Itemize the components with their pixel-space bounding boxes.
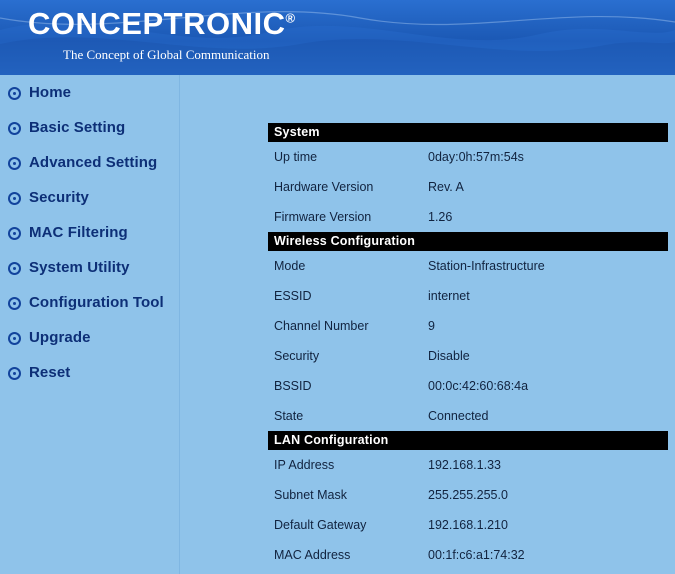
sidebar-item-upgrade[interactable] (0, 320, 179, 355)
table-row (268, 142, 668, 172)
section-header-system: System (268, 123, 668, 142)
radio-bullet-icon (8, 87, 21, 100)
sidebar-item-system-utility[interactable] (0, 250, 179, 285)
radio-bullet-icon (8, 262, 21, 275)
row-label: Firmware Version (274, 210, 372, 224)
row-label: Channel Number (274, 319, 369, 333)
row-label: Default Gateway (274, 518, 367, 532)
table-row (268, 401, 668, 431)
row-value: Connected (428, 409, 489, 423)
sidebar-item-label: Home (29, 84, 72, 101)
sidebar-item-label: MAC Filtering (29, 224, 128, 241)
row-value: 00:1f:c6:a1:74:32 (428, 548, 525, 562)
status-panel (268, 123, 668, 570)
row-label: State (274, 409, 304, 423)
row-value: 9 (428, 319, 435, 333)
table-row (268, 341, 668, 371)
row-label: Subnet Mask (274, 488, 347, 502)
row-value: 192.168.1.33 (428, 458, 501, 472)
row-label: BSSID (274, 379, 312, 393)
table-row (268, 480, 668, 510)
sidebar-item-configuration-tool[interactable] (0, 285, 179, 320)
sidebar-item-basic-setting[interactable] (0, 110, 179, 145)
sidebar-item-label: Configuration Tool (29, 294, 164, 311)
sidebar-item-label: Upgrade (29, 329, 91, 346)
registered-trademark-icon: ® (285, 10, 296, 26)
sidebar-item-label: Security (29, 189, 89, 206)
row-value: Rev. A (428, 180, 464, 194)
section-header-lan-configuration: LAN Configuration (268, 431, 668, 450)
row-label: IP Address (274, 458, 335, 472)
sidebar-nav (0, 75, 180, 574)
table-row (268, 450, 668, 480)
row-value: Disable (428, 349, 470, 363)
sidebar-item-label: System Utility (29, 259, 130, 276)
row-label: ESSID (274, 289, 312, 303)
page-header (0, 0, 675, 75)
brand-name: CONCEPTRONIC (28, 6, 286, 41)
row-value: 1.26 (428, 210, 453, 224)
table-row (268, 371, 668, 401)
radio-bullet-icon (8, 332, 21, 345)
radio-bullet-icon (8, 192, 21, 205)
system-info-table (268, 142, 668, 232)
radio-bullet-icon (8, 122, 21, 135)
radio-bullet-icon (8, 227, 21, 240)
row-label: Security (274, 349, 320, 363)
table-row (268, 281, 668, 311)
row-value: 0day:0h:57m:54s (428, 150, 524, 164)
lan-configuration-table (268, 450, 668, 570)
row-value: internet (428, 289, 470, 303)
radio-bullet-icon (8, 297, 21, 310)
sidebar-item-advanced-setting[interactable] (0, 145, 179, 180)
row-value: Station-Infrastructure (428, 259, 545, 273)
sidebar-item-label: Basic Setting (29, 119, 126, 136)
sidebar-item-security[interactable] (0, 180, 179, 215)
row-label: Up time (274, 150, 318, 164)
table-row (268, 510, 668, 540)
table-row (268, 172, 668, 202)
section-header-wireless-configuration: Wireless Configuration (268, 232, 668, 251)
table-row (268, 311, 668, 341)
radio-bullet-icon (8, 367, 21, 380)
sidebar-item-home[interactable] (0, 75, 179, 110)
main-content (181, 75, 675, 574)
wireless-configuration-table (268, 251, 668, 431)
row-value: 192.168.1.210 (428, 518, 508, 532)
table-row (268, 251, 668, 281)
brand-logo (28, 6, 296, 42)
radio-bullet-icon (8, 157, 21, 170)
row-label: MAC Address (274, 548, 351, 562)
brand-tagline: The Concept of Global Communication (63, 47, 270, 62)
table-row (268, 202, 668, 232)
row-value: 255.255.255.0 (428, 488, 508, 502)
sidebar-item-label: Advanced Setting (29, 154, 158, 171)
row-label: Hardware Version (274, 180, 374, 194)
table-row (268, 540, 668, 570)
row-label: Mode (274, 259, 306, 273)
row-value: 00:0c:42:60:68:4a (428, 379, 529, 393)
sidebar-item-mac-filtering[interactable] (0, 215, 179, 250)
sidebar-item-label: Reset (29, 364, 71, 381)
sidebar-item-reset[interactable] (0, 355, 179, 390)
